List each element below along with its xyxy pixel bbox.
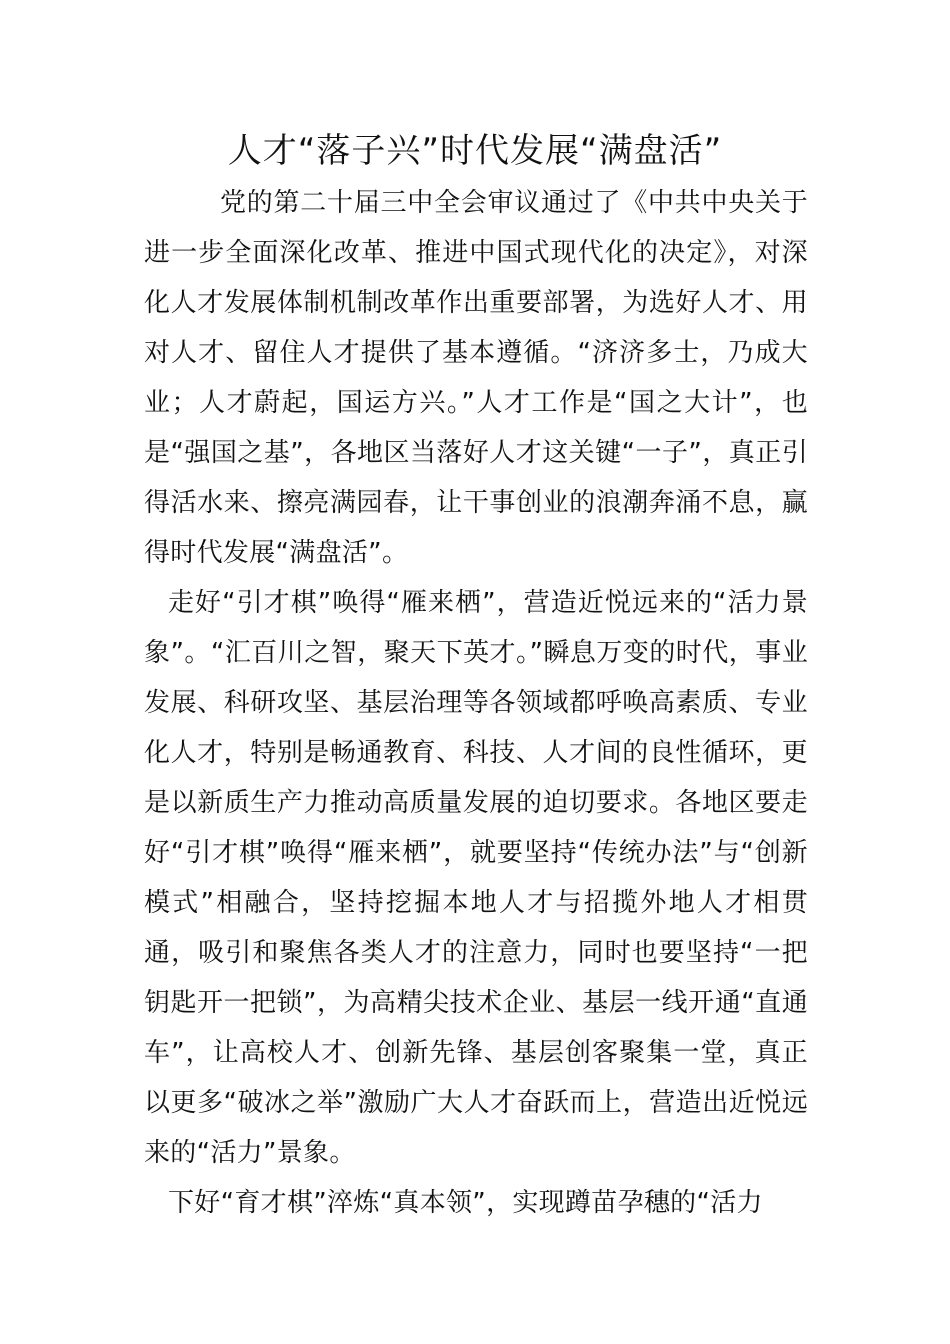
document-title: 人才“落子兴”时代发展“满盘活” (227, 131, 723, 171)
paragraph-intro: 党的第二十届三中全会审议通过了《中共中央关于进一步全面深化改革、推进中国式现代化的决定》，对深化人才发展体制机制改革作出重要部署，为选好人才、用对人才、留住人才提供了基本遵循。“济济多士，乃成大业；人才蔚起，国运方兴。”人才工作是“国之大计”，也是“强国之基”，各地区当落好人才这关键“一子”，真正引得活水来、擦亮满园春，让干事创业的浪潮奔涌不息，赢得时代发展“满盘活”。 (144, 188, 808, 568)
paragraph-cultivate-talent: 下好“育才棋”淬炼“真本领”，实现蹲苗孕穗的“活力 (168, 1188, 763, 1218)
paragraph-attract-talent: 走好“引才棋”唤得“雁来栖”，营造近悦远来的“活力景象”。“汇百川之智，聚天下英才。”瞬息万变的时代，事业发展、科研攻坚、基层治理等各领域都呼唤高素质、专业化人才，特别是畅通教育、科技、人才间的良性循环，更是以新质生产力推动高质量发展的迫切要求。各地区要走好“引才棋”唤得“雁来栖”，就要坚持“传统办法”与“创新模式”相融合，坚持挖掘本地人才与招揽外地人才相贯通，吸引和聚焦各类人才的注意力，同时也要坚持“一把钥匙开一把锁”，为高精尖技术企业、基层一线开通“直通车”，让高校人才、创新先锋、基层创客聚集一堂，真正以更多“破冰之举”激励广大人才奋跃而上，营造出近悦远来的“活力”景象。 (144, 588, 808, 1168)
document-body (144, 178, 808, 1228)
